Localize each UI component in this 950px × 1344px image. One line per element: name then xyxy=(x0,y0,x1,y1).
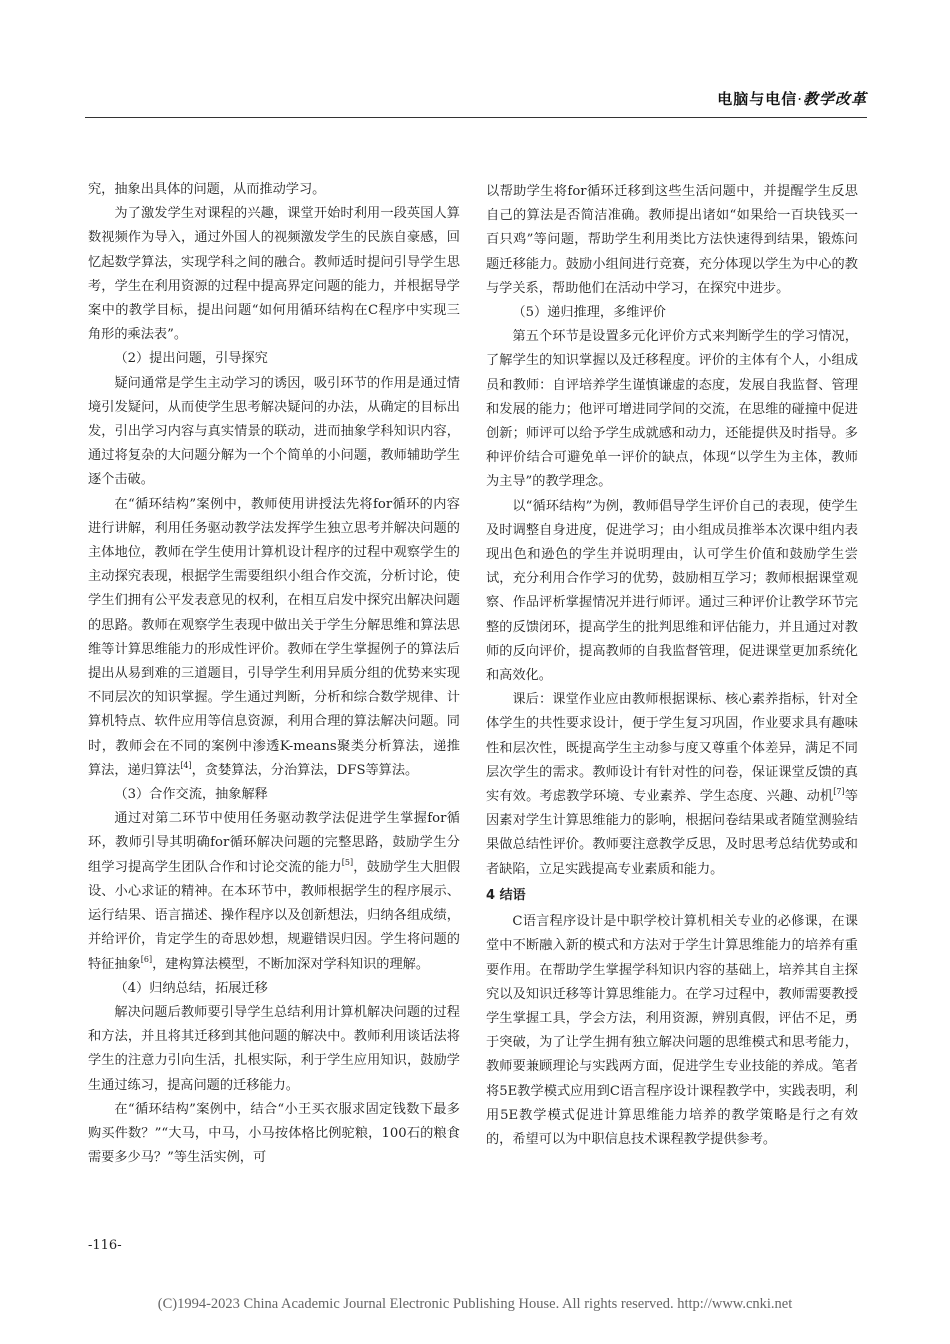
copyright-footer: (C)1994-2023 China Academic Journal Electronic Publishing House. All rights reserved. http://www.cnki.net xyxy=(157,1296,793,1312)
paragraph-text: ，建构算法模型，不断加深对学科知识的理解。 xyxy=(152,956,430,972)
paragraph-text: ，鼓励学生大胆假设、小心求证的精神。在本环节中，教师根据学生的程序展示、运行结果、语言描述、操作程序以及创新想法，归纳各组成绩，并给评价，肯定学生的奇思妙想，规避错误归因。学生将问题的特征抽象 xyxy=(88,859,461,972)
paragraph-text: 等因素对学生计算思维能力的影响，根据问卷结果或者随堂测验结果做总结性评价。教师要注意教学反思，及时思考总结优势或和者缺陷，立足实践提高专业素质和能力。 xyxy=(486,789,858,877)
subsection-heading: （4）归纳总结，拓展迁移 xyxy=(114,980,268,996)
citation-ref: [7] xyxy=(833,787,845,797)
paragraph xyxy=(88,807,460,976)
paragraph: 以“循环结构”为例，教师倡导学生评价自己的表现，使学生及时调整自身进度，促进学习；由小组成员推举本次课中组内表现出色和逊色的学生并说明理由，认可学生价值和鼓励学生尝试，充分利用合作学习的优势，鼓励相互学习；教师根据课堂观察、作品评析掌握情况并进行师评。通过三种评价让教学环节完整的反馈闭环，提高学生的批判思维和评估能力，并且通过对教师的反向评价，提高教师的自我监督管理，促进课堂更加系统化和高效化。 xyxy=(486,498,858,684)
paragraph xyxy=(486,688,858,882)
paragraph: 疑问通常是学生主动学习的诱因，吸引环节的作用是通过情境引发疑问，从而使学生思考解决疑问的办法，从确定的目标出发，引出学习内容与真实情景的联动，进而抽象学科知识内容，通过将复杂的大问题分解为一个个简单的小问题，教师辅助学生逐个击破。 xyxy=(88,375,460,488)
paragraph: 解决问题后教师要引导学生总结利用计算机解决问题的过程和方法，并且将其迁移到其他问题的解决中。教师利用谈话法将学生的注意力引向生活，扎根实际，利于学生应用知识，鼓励学生通过练习，提高问题的迁移能力。 xyxy=(88,1004,460,1093)
paragraph: 在“循环结构”案例中，结合“小王买衣服求固定钱数下最多购买件数？”“大马，中马，小马按体格比例驼粮，100石的粮食需要多少马？”等生活实例，可 xyxy=(88,1101,460,1166)
header-rule xyxy=(85,117,867,118)
section-heading: 4 结语 xyxy=(486,887,526,903)
subsection-heading: （5）递归推理，多维评价 xyxy=(512,305,666,321)
header-separator: · xyxy=(797,90,803,108)
journal-name: 电脑与电信 xyxy=(717,90,798,108)
subsection-heading: （2）提出问题，引导探究 xyxy=(114,351,268,367)
paragraph: 第五个环节是设置多元化评价方式来判断学生的学习情况，了解学生的知识掌握以及迁移程度。评价的主体有个人，小组成员和教师：自评培养学生谨慎谦虚的态度，发展自我监督、管理和发展的能力；他评可增进同学间的交流，在思维的碰撞中促进创新；师评可以给予学生成就感和动力，还能提供及时指导。多种评价结合可避免单一评价的缺点，体现“以学生为主体，教师为主导”的教学理念。 xyxy=(486,329,858,490)
section-name: 教学改革 xyxy=(802,90,867,108)
paragraph: 为了激发学生对课程的兴趣，课堂开始时利用一段英国人算数视频作为导入，通过外国人的视频激发学生的民族自豪感，回忆起数学算法，实现学科之间的融合。教师适时提问引导学生思考，学生在利用资源的过程中提高界定问题的能力，并根据导学案中的教学目标，提出问题“如何用循环结构在C程序中实现三角形的乘法表”。 xyxy=(88,206,460,343)
paragraph xyxy=(88,493,460,783)
subsection-heading: （3）合作交流，抽象解释 xyxy=(114,787,268,803)
paragraph-text: 通过对第二环节中使用任务驱动教学法促进学生掌握for循环，教师引导其明确for循环解决问题的完整思路，鼓励学生分组学习提高学生团队合作和讨论交流的能力 xyxy=(88,811,460,875)
citation-ref: [6] xyxy=(140,954,153,964)
right-column xyxy=(486,180,858,1152)
left-column xyxy=(88,178,460,1170)
paragraph: 以帮助学生将for循环迁移到这些生活问题中，并提醒学生反思自己的算法是否简洁准确。教师提出诸如“如果给一百块钱买一百只鸡”等问题，帮助学生利用类比方法快速得到结果，锻炼问题迁移能力。鼓励小组间进行竞赛，充分体现以学生为中心的教与学关系，帮助他们在活动中学习，在探究中进步。 xyxy=(486,184,858,296)
paragraph: C语言程序设计是中职学校计算机相关专业的必修课，在课堂中不断融入新的模式和方法对于学生计算思维能力的培养有重要作用。在帮助学生掌握学科知识内容的基础上，培养其自主探究以及知识迁移等计算思维能力。在学习过程中，教师需要教授学生掌握工具，学会方法，利用资源，辨别真假，评估不足，勇于突破，为了让学生拥有独立解决问题的思维模式和思考能力，教师要兼顾理论与实践两方面，促进学生专业技能的养成。笔者将5E教学模式应用到C语言程序设计课程教学中，实践表明，利用5E教学模式促进计算思维能力培养的教学策略是行之有效的，希望可以为中职信息技术课程教学提供参考。 xyxy=(486,914,858,1147)
citation-ref: [5] xyxy=(341,857,354,867)
running-header xyxy=(85,88,867,118)
paragraph-text: ，贪婪算法，分治算法，DFS等算法。 xyxy=(191,762,419,778)
paragraph: 究，抽象出具体的问题，从而推动学习。 xyxy=(88,182,326,197)
citation-ref: [4] xyxy=(180,760,192,770)
paragraph-text: 课后：课堂作业应由教师根据课标、核心素养指标，针对全体学生的共性要求设计，便于学生复习巩固，作业要求具有趣味性和层次性，既提高学生主动参与度又尊重个体差异，满足不同层次学生的需求。教师设计有针对性的问卷，保证课堂反馈的真实有效。考虑教学环境、专业素养、学生态度、兴趣、动机 xyxy=(486,692,858,805)
paragraph-text: 在“循环结构”案例中，教师使用讲授法先将for循环的内容进行讲解，利用任务驱动教学法发挥学生独立思考并解决问题的主体地位，教师在学生使用计算机设计程序的过程中观察学生的主动探究表现，根据学生需要组织小组合作交流，分析讨论，使学生们拥有公平发表意见的权利，在相互启发中探究出解决问题的思路。教师在观察学生表现中做出关于学生分解思维和算法思维等计算思维能力的形成性评价。教师在学生掌握例子的算法后提出从易到难的三道题目，引导学生利用异质分组的优势来实现不同层次的知识掌握。学生通过判断，分析和综合数学规律、计算机特点、软件应用等信息资源，利用合理的算法解决问题。同时，教师会在不同的案例中渗透K-means聚类分析算法，递推算法，递归算法 xyxy=(88,496,460,778)
page-number: -116- xyxy=(88,1238,122,1253)
